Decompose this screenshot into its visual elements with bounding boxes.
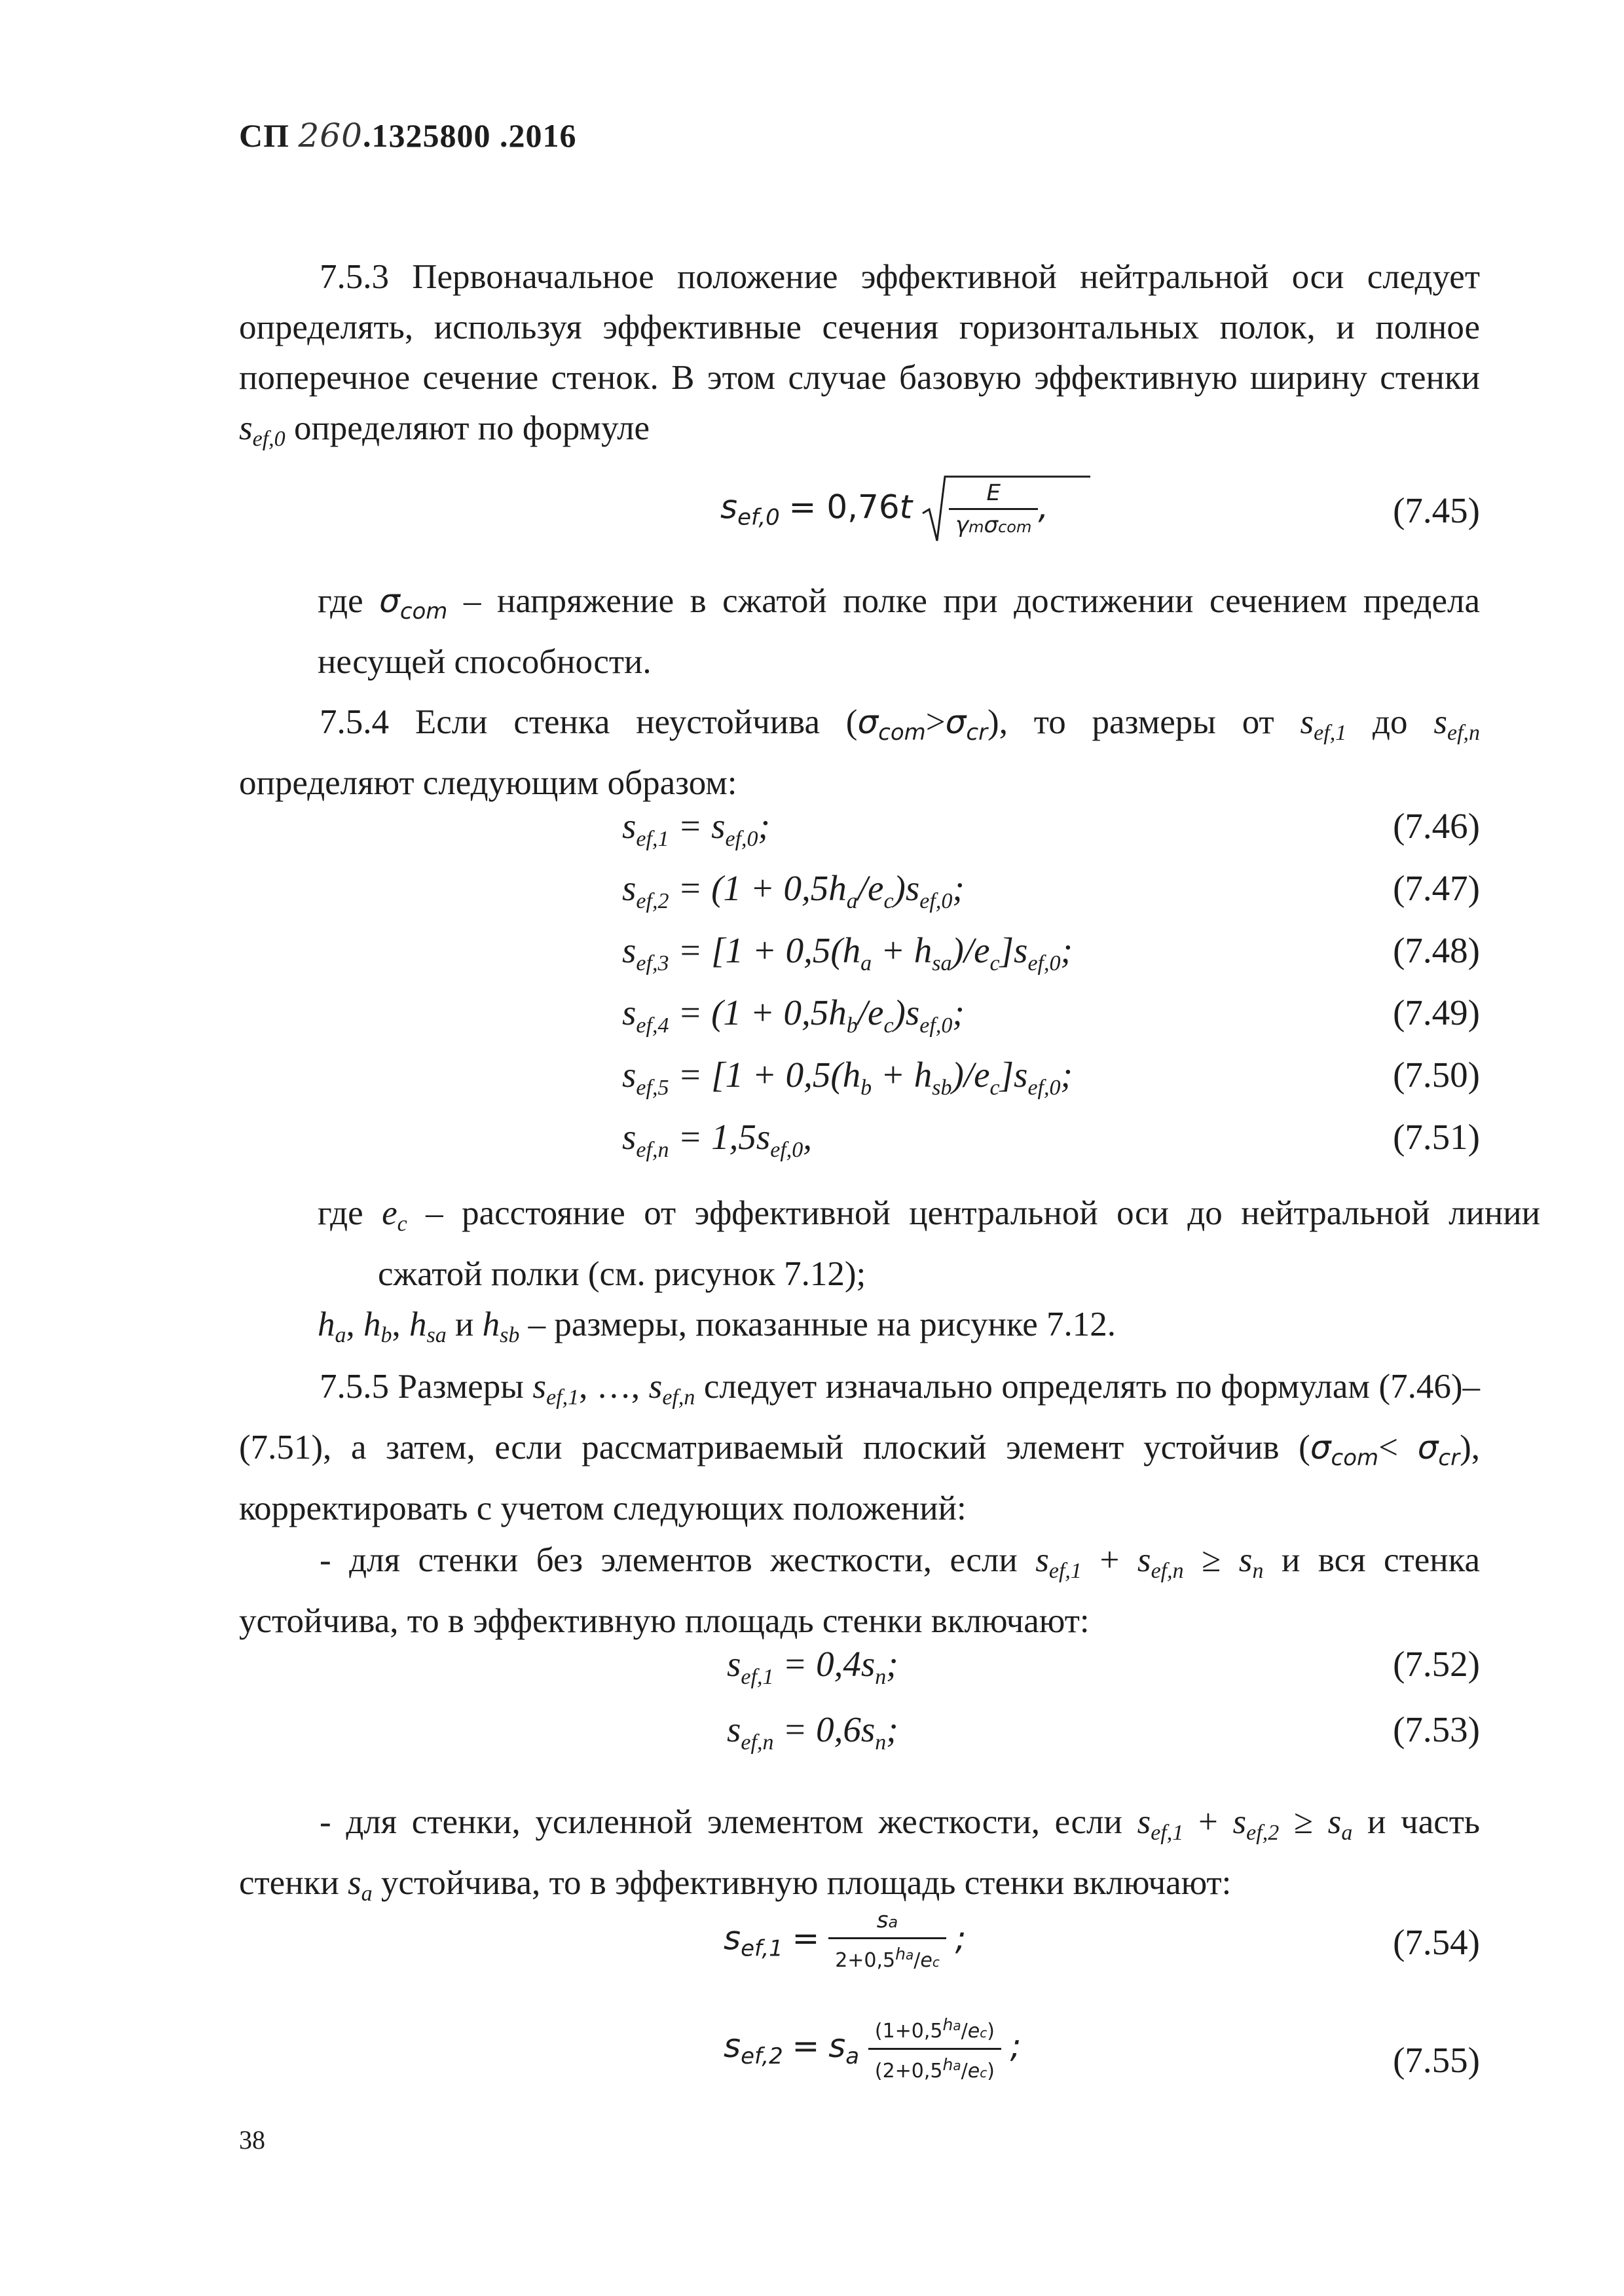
text3: до (1373, 703, 1408, 741)
var-c-sub: a (1341, 1821, 1353, 1845)
t-var: t (899, 488, 913, 526)
num-coef: (1+0,5 (874, 2020, 943, 2043)
lhs: s (724, 1919, 741, 1958)
h2-sub: b (380, 1323, 392, 1347)
sigma2-sub: cr (966, 720, 988, 746)
frac-num: E (949, 478, 1038, 510)
where-lead: где (318, 582, 363, 620)
lt: < (1378, 1429, 1399, 1467)
var-b: s (1433, 703, 1447, 741)
den-e: e (920, 1949, 932, 1972)
den-coef: (2+0,5 (874, 2060, 943, 2083)
var-a: s (1137, 1803, 1151, 1841)
formula-7-50: $s_{ef,5} = [1 + 0,5(h_b + h_{sb})/e_c]s_{ef,0}$; (622, 1055, 1073, 1100)
h4: h (482, 1305, 500, 1343)
formula-7-49: $s_{ef,4} = (1 + 0,5h_b/e_c)s_{ef,0}$; (622, 993, 965, 1038)
num-s: s (876, 1907, 889, 1933)
lhs: s (724, 2027, 741, 2066)
paragraph-7-5-3 (239, 252, 1480, 464)
h4-sub: sb (500, 1323, 520, 1347)
h3-sub: sa (426, 1323, 447, 1347)
formula-number-7-54: (7.54) (1393, 1922, 1480, 1962)
den-h-sub: a (906, 1947, 914, 1963)
var-c: s (1327, 1803, 1342, 1841)
plus: + (1198, 1803, 1218, 1841)
page-number: 38 (239, 2125, 265, 2155)
formula-7-53 (727, 1709, 898, 1755)
ge: ≥ (1202, 1541, 1221, 1579)
slash: / (961, 2020, 968, 2043)
var-a: s (1035, 1541, 1049, 1579)
var-d: s (347, 1864, 361, 1902)
var-b: s (1232, 1803, 1247, 1841)
definition-sigma-com (318, 576, 1480, 687)
var-b: s (648, 1368, 663, 1406)
formula-7-54 (724, 1905, 966, 1977)
sigma1-sub: com (878, 720, 926, 746)
definition-e-c (318, 1188, 1540, 1300)
var-a-sub: ef,1 (1151, 1821, 1184, 1845)
formula-7-55 (724, 2010, 1022, 2088)
paren: ) (987, 2060, 995, 2083)
slash: / (913, 1949, 921, 1972)
t1: 7.5.5 Размеры (320, 1368, 524, 1406)
where-lead: где (318, 1194, 363, 1232)
formula-number: (7.48) (1393, 930, 1480, 970)
t2: следует изначально определять по формулам (7.46)–(7.51), а затем, если рассматриваемый плоский элемент устойчив ( (239, 1368, 1480, 1467)
formula-7-45 (720, 478, 1048, 542)
paragraph-tail: определяют по формуле (293, 409, 650, 447)
document-header (239, 117, 576, 155)
h1-sub: a (335, 1323, 346, 1347)
semicolon: ; (955, 1919, 967, 1958)
den-h-sub: a (953, 2058, 961, 2073)
sqrt (921, 478, 1038, 542)
where-text: – размеры, показанные на рисунке 7.12. (528, 1305, 1116, 1343)
t3: ), корректировать с учетом следующих положений: (239, 1429, 1480, 1527)
formula-7-51: $s_{ef,n} = 1,5s_{ef,0}$, (622, 1117, 813, 1162)
formula-7-46: $s_{ef,1} = s_{ef,0}$; (622, 806, 770, 851)
var-c: s (1238, 1541, 1253, 1579)
semicolon: ; (1010, 2027, 1022, 2066)
lhs-sub: ef,2 (741, 2043, 783, 2070)
text2: ), то размеры от (987, 703, 1274, 741)
eq: = (792, 1919, 820, 1958)
var-a: s (532, 1368, 547, 1406)
formula-body: $s_{ef,1} = 0,4s_n$; (727, 1644, 898, 1689)
den-h: h (942, 2055, 953, 2074)
formula-number-7-55: (7.55) (1393, 2040, 1480, 2080)
mult: s (828, 2027, 846, 2066)
t1: - для стенки, усиленной элементом жесткости, если (320, 1803, 1122, 1841)
den-coef: 2+0,5 (835, 1949, 896, 1972)
sigma2: σ (945, 703, 967, 741)
var-a-sub: ef,1 (1048, 1559, 1082, 1583)
num-e: e (967, 2020, 980, 2043)
var-a-sub: ef,1 (546, 1385, 580, 1410)
dots: , …, (579, 1368, 640, 1406)
var-d-sub: a (361, 1882, 373, 1906)
var-b-sub: ef,n (662, 1385, 695, 1410)
formula-number: (7.50) (1393, 1055, 1480, 1095)
formula-number: (7.46) (1393, 806, 1480, 846)
paragraph-text: 7.5.3 Первоначальное положение эффективной нейтральной оси следует определять, используя эффективные сечения горизонтальных полок, и полное поперечное сечение стенок. В этом случае базовую эффективную ширину стенки (239, 258, 1480, 397)
den-e-sub: c (932, 1954, 940, 1970)
gamma: γ (955, 512, 969, 538)
paragraph-7-5-4 (239, 697, 1480, 809)
t1: - для стенки без элементов жесткости, если (320, 1541, 1018, 1579)
gt: > (925, 703, 946, 741)
text1: 7.5.4 Если стенка неустойчива ( (320, 703, 858, 741)
slash: / (961, 2060, 968, 2083)
num-h-sub: a (953, 2018, 961, 2033)
t2: и вся стенка устойчива, то в эффективную площадь стенки включают: (239, 1541, 1481, 1640)
plus: + (1099, 1541, 1120, 1579)
eq-coef: = 0,76 (788, 488, 900, 526)
var-b-sub: ef,2 (1246, 1821, 1280, 1845)
sigma1: σ (1310, 1429, 1331, 1467)
num-sub: a (888, 1913, 898, 1931)
formula-number: (7.49) (1393, 993, 1480, 1032)
gamma-sub: m (969, 518, 984, 536)
var-b: s (1137, 1541, 1151, 1579)
var-a: s (1300, 703, 1314, 741)
where-text: – расстояние от эффективной центральной оси до нейтральной линии сжатой полки (см. рисунок 7.12); (378, 1194, 1541, 1293)
list-item-no-stiffeners (239, 1535, 1480, 1647)
h2: h (363, 1305, 381, 1343)
sigma-sub: com (998, 518, 1032, 536)
sigma-symbol: σ (379, 582, 400, 620)
eq: = (792, 2027, 820, 2066)
formula-number-7-52: (7.52) (1393, 1644, 1480, 1684)
definition-h-dimensions: $h_a$, $h_b$, $h_{sa}$ и $h_{sb}$ – размеры, показанные на рисунке 7.12. (318, 1305, 1116, 1347)
t3: устойчива, то в эффективную площадь стенки включают: (380, 1864, 1232, 1902)
t2: и часть стенки (239, 1803, 1481, 1902)
var-b-sub: ef,n (1151, 1559, 1184, 1583)
formula-body: $s_{ef,n} = 0,6s_n$; (727, 1709, 898, 1755)
list-item-with-stiffener (239, 1797, 1480, 1919)
paren: ) (987, 2020, 995, 2043)
fraction (868, 2010, 1001, 2088)
comma: , (1038, 488, 1049, 526)
ge: ≥ (1293, 1803, 1313, 1841)
den-h: h (895, 1944, 906, 1963)
h3: h (409, 1305, 427, 1343)
formula-7-48: $s_{ef,3} = [1 + 0,5(h_a + h_{sa})/e_c]s_{ef,0}$; (622, 930, 1073, 975)
formula-number: (7.47) (1393, 868, 1480, 908)
den-e: e (967, 2060, 980, 2083)
e-sub: c (397, 1212, 407, 1236)
var-b-sub: ef,n (1447, 721, 1481, 745)
header-prefix: СП (239, 117, 289, 154)
header-code: .1325800 .2016 (362, 117, 577, 154)
num-h: h (942, 2015, 953, 2034)
formula-number: (7.51) (1393, 1117, 1480, 1157)
sigma2-sub: cr (1438, 1445, 1460, 1471)
sigma: σ (984, 512, 999, 538)
header-handwritten-number: 260 (298, 117, 363, 155)
sigma1-sub: com (1331, 1445, 1379, 1471)
var-sub: ef,0 (252, 427, 286, 451)
lhs-sub: ef,1 (741, 1935, 783, 1962)
formula-number-7-53: (7.53) (1393, 1709, 1480, 1749)
mult-sub: a (845, 2043, 860, 2070)
lhs: s (720, 488, 738, 526)
paragraph-7-5-5 (239, 1362, 1480, 1534)
h1: h (318, 1305, 335, 1343)
where-text: – напряжение в сжатой полке при достижении сечением предела несущей способности. (318, 582, 1480, 681)
lhs-sub: ef,0 (737, 504, 780, 531)
e-symbol: e (382, 1194, 397, 1232)
formula-7-52 (727, 1643, 898, 1690)
den-e-sub: c (980, 2065, 987, 2081)
var-c-sub: n (1252, 1559, 1264, 1583)
sigma-sub: com (399, 598, 448, 625)
fraction (828, 1905, 946, 1977)
var-a-sub: ef,1 (1314, 721, 1347, 745)
var-s: s (239, 409, 253, 447)
formula-7-47: $s_{ef,2} = (1 + 0,5h_a/e_c)s_{ef,0}$; (622, 868, 965, 913)
text4: определяют следующим образом: (239, 764, 737, 802)
sigma2: σ (1417, 1429, 1439, 1467)
formula-number-7-45: (7.45) (1393, 490, 1480, 530)
and: и (454, 1305, 474, 1343)
num-e-sub: c (980, 2025, 987, 2041)
sigma1: σ (857, 703, 879, 741)
